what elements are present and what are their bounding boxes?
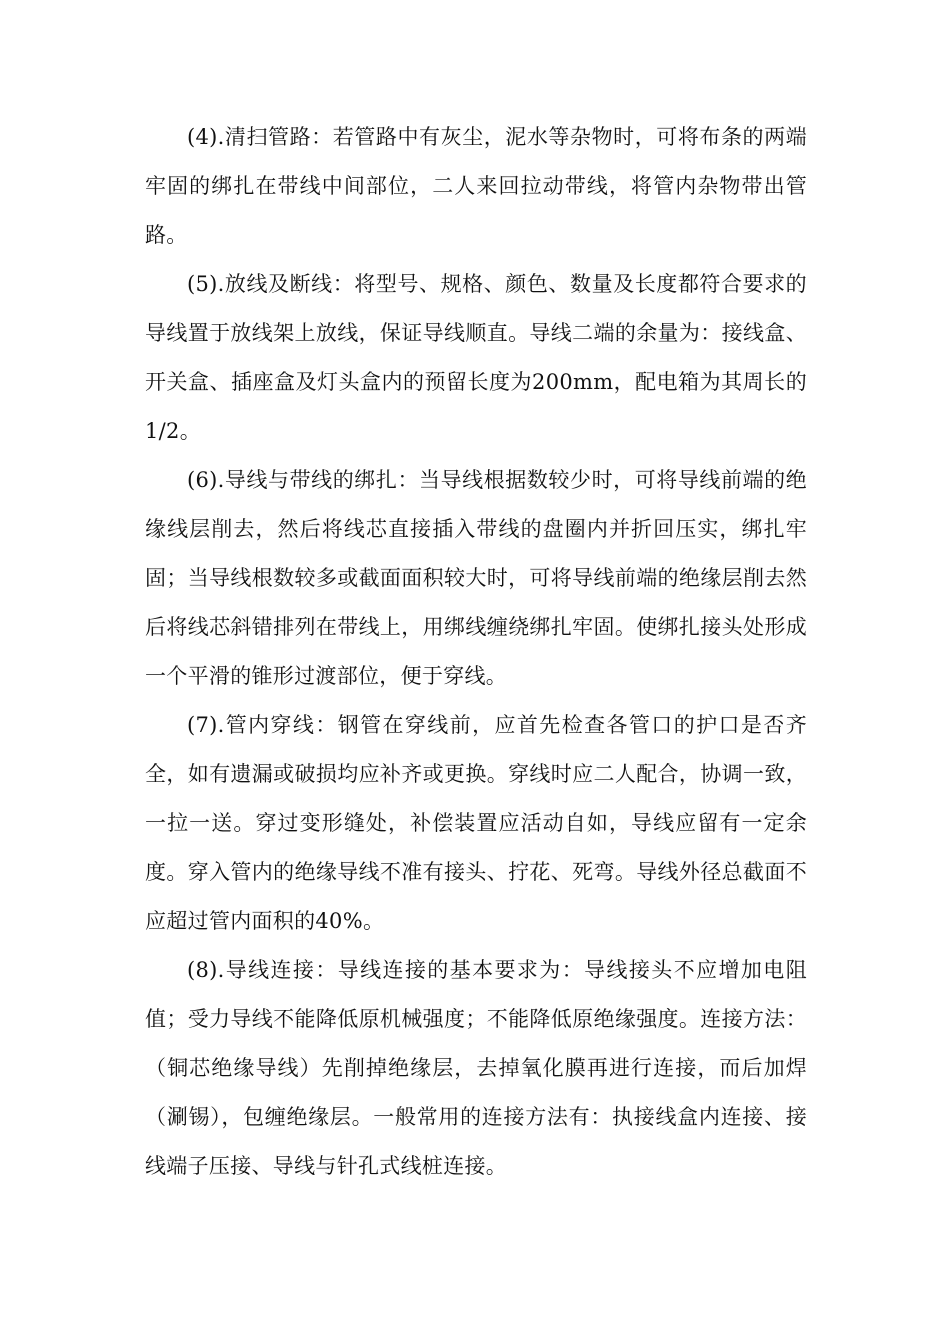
paragraph-step-7: (7).管内穿线：钢管在穿线前，应首先检查各管口的护口是否齐全，如有遗漏或破损均应补齐或更换。穿线时应二人配合，协调一致，一拉一送。穿过变形缝处，补偿装置应活动自如，导线应留有一定余度。穿入管内的绝缘导线不准有接头、拧花、死弯。导线外径总截面不应超过管内面积的40%。 — [145, 713, 807, 933]
paragraph-step-6: (6).导线与带线的绑扎：当导线根据数较少时，可将导线前端的绝缘线层削去，然后将线芯直接插入带线的盘圈内并折回压实，绑扎牢固；当导线根数较多或截面面积较大时，可将导线前端的绝缘层削去然后将线芯斜错排列在带线上，用绑线缠绕绑扎牢固。使绑扎接头处形成一个平滑的锥形过渡部位，便于穿线。 — [145, 468, 807, 688]
document-body — [145, 113, 807, 1191]
paragraph-step-8: (8).导线连接：导线连接的基本要求为：导线接头不应增加电阻值；受力导线不能降低原机械强度；不能降低原绝缘强度。连接方法：（铜芯绝缘导线）先削掉绝缘层，去掉氧化膜再进行连接，而后加焊（涮锡），包缠绝缘层。一般常用的连接方法有：执接线盒内连接、接线端子压接、导线与针孔式线桩连接。 — [145, 958, 807, 1178]
paragraph-step-5: (5).放线及断线：将型号、规格、颜色、数量及长度都符合要求的导线置于放线架上放线，保证导线顺直。导线二端的余量为：接线盒、开关盒、插座盒及灯头盒内的预留长度为200mm，配电箱为其周长的1/2。 — [145, 272, 807, 443]
paragraph-step-4: (4).清扫管路：若管路中有灰尘，泥水等杂物时，可将布条的两端牢固的绑扎在带线中间部位，二人来回拉动带线，将管内杂物带出管路。 — [145, 125, 807, 247]
